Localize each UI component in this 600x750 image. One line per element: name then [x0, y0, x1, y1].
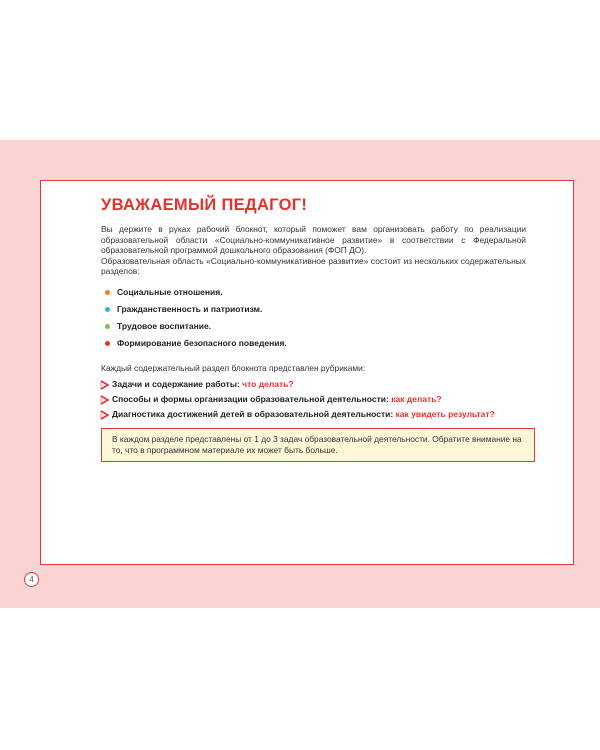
- rubric-text: Способы и формы организации образовательной деятельности:: [112, 393, 392, 404]
- area-label: Гражданственность и патриотизм.: [117, 303, 263, 314]
- area-label: Формирование безопасного поведения.: [117, 337, 287, 348]
- main-content: [101, 195, 526, 462]
- intro-paragraph-2: Образовательная область «Социально-коммуникативное развитие» состоит из нескольких содержательных разделов:: [101, 255, 526, 276]
- rubrics-intro: Каждый содержательный раздел блокнота представлен рубриками:: [101, 362, 366, 373]
- area-label: Трудовое воспитание.: [117, 320, 212, 331]
- chevron-right-icon: [100, 380, 110, 390]
- rubric-accent: как делать?: [391, 393, 442, 404]
- chevron-right-icon: [100, 395, 110, 405]
- list-item: [101, 392, 526, 407]
- rubric-accent: как увидеть результат?: [395, 408, 495, 419]
- list-item: [101, 284, 526, 301]
- bullet-dot-icon: [105, 290, 110, 295]
- list-item: [101, 301, 526, 318]
- bullet-dot-icon: [105, 341, 110, 346]
- page-number: 4: [24, 572, 39, 587]
- areas-list: [101, 284, 526, 352]
- area-label: Социальные отношения.: [117, 286, 223, 297]
- chevron-right-icon: [100, 410, 110, 420]
- rubrics-list: [101, 377, 526, 422]
- list-item: [101, 377, 526, 392]
- note-box: В каждом разделе представлены от 1 до 3 задач образовательной деятельности. Обратите внимание на то, что в программном материале их может быть больше.: [101, 428, 535, 462]
- page-title: УВАЖАЕМЫЙ ПЕДАГОГ!: [101, 196, 308, 214]
- bullet-dot-icon: [105, 324, 110, 329]
- list-item: [101, 335, 526, 352]
- rubric-accent: что делать?: [242, 378, 294, 389]
- list-item: [101, 407, 526, 422]
- intro-text: [101, 224, 526, 277]
- intro-paragraph-1: Вы держите в руках рабочий блокнот, который поможет вам организовать работу по реализации образовательной области «Социально-коммуникативное развитие» в соответствии с Федеральной образовательной программой дошкольного образования (ФОП ДО).: [101, 224, 526, 255]
- rubric-text: Диагностика достижений детей в образовательной деятельности:: [112, 408, 396, 419]
- bullet-dot-icon: [105, 307, 110, 312]
- rubric-text: Задачи и содержание работы:: [112, 378, 243, 389]
- list-item: [101, 318, 526, 335]
